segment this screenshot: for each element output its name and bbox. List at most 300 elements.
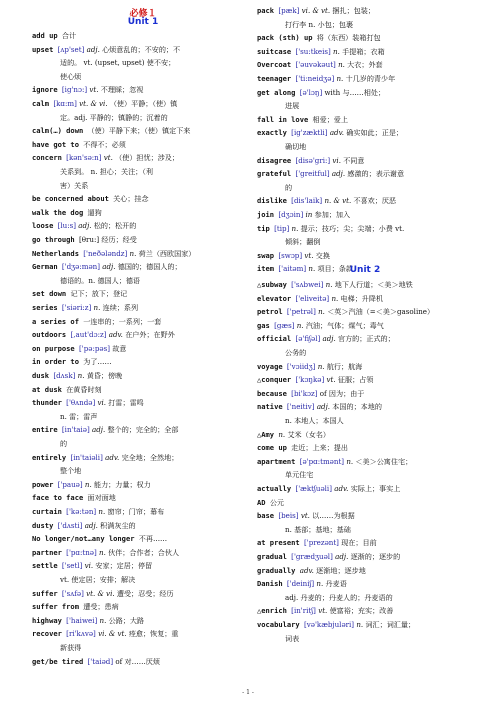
vocab-phonetic: ['kə:tən] xyxy=(66,507,99,516)
vocab-definition: 一连串的；一系列；一套 xyxy=(83,316,162,326)
vocab-phonetic: ['siəri:z] xyxy=(61,303,94,312)
vocab-phonetic: [ʌp'set] xyxy=(57,44,87,54)
vocab-part-of-speech: vt. & vi. xyxy=(86,588,117,598)
vocab-phonetic: ['sʌfə] xyxy=(61,588,87,598)
vocab-word: on purpose xyxy=(32,343,79,353)
vocab-phonetic: ['pə:pəs] xyxy=(78,343,113,353)
vocab-definition: 感激的；表示谢意 xyxy=(347,169,405,179)
vocab-entry xyxy=(32,657,160,666)
vocab-word: Netherlands xyxy=(32,248,84,258)
vocab-entry-continuation xyxy=(60,181,88,190)
vocab-part-of-speech: n. xyxy=(278,429,288,439)
vocab-entry xyxy=(32,480,151,489)
vocab-word: dusty xyxy=(32,520,58,530)
vocab-entry xyxy=(32,31,76,40)
vocab-definition: ＜英＞汽油（=＜美＞gasoline） xyxy=(327,307,435,317)
vocab-part-of-speech: adv. xyxy=(334,484,351,493)
vocab-definition: n. 本地人；本国人 xyxy=(285,416,344,425)
vocab-part-of-speech: adj. xyxy=(78,221,94,231)
vocab-word: entirely xyxy=(32,452,71,462)
vocab-definition: 窗帘；门帘；幕布 xyxy=(107,507,165,516)
vocab-phonetic: ['əuvəkəut] xyxy=(295,60,339,70)
vocab-definition: 不理睬；忽视 xyxy=(100,85,144,95)
vocab-definition: 害）关系 xyxy=(60,180,89,190)
vocab-entry xyxy=(257,389,364,398)
vocab-phonetic: ['aitəm] xyxy=(278,264,309,274)
vocab-entry xyxy=(32,317,161,326)
vocab-word: be concerned about xyxy=(32,194,114,204)
vocab-definition: 面对面地 xyxy=(87,493,116,503)
vocab-definition: （使）平静下来；（使）镇定下来 xyxy=(87,126,191,136)
vocab-part-of-speech: vt. xyxy=(326,375,338,385)
vocab-definition: 伙伴；合作者；合伙人 xyxy=(108,547,180,557)
vocab-definition: 单元住宅 xyxy=(285,470,314,480)
vocab-part-of-speech: adj. xyxy=(322,334,338,344)
vocab-phonetic: [ə'lɔŋ] xyxy=(299,87,325,97)
vocab-word: get along xyxy=(257,87,300,97)
vocab-definition: 公务的 xyxy=(285,348,307,357)
vocab-word: recover xyxy=(32,629,67,639)
vocab-part-of-speech: n. xyxy=(98,507,108,516)
vocab-part-of-speech: n. xyxy=(77,371,87,380)
vocab-entry-continuation xyxy=(60,439,67,448)
vocab-word: entire xyxy=(32,425,62,435)
vocab-definition: 地下人行道；＜美＞地铁 xyxy=(334,280,413,289)
vocab-part-of-speech: n. xyxy=(318,307,328,317)
vocab-definition: 进展 xyxy=(285,101,300,111)
vocab-entry xyxy=(257,362,362,371)
vocab-definition: 相爱；爱上 xyxy=(312,114,348,124)
vocab-definition: of 因为；由于 xyxy=(319,388,365,398)
vocab-word: teenager xyxy=(257,74,296,83)
vocab-phonetic: ['sʌbwei] xyxy=(291,280,326,289)
vocab-word: in order to xyxy=(32,357,84,367)
vocab-definition: 征服；占领 xyxy=(337,375,374,385)
vocab-part-of-speech: vt. xyxy=(103,153,116,163)
vocab-entry xyxy=(32,534,167,543)
vocab-entry xyxy=(32,616,144,625)
vocab-definition: 官方的；正式的； xyxy=(337,334,395,344)
vocab-word: △enrich xyxy=(257,606,292,616)
vocab-part-of-speech: vi. xyxy=(97,398,109,408)
vocab-definition: 词汇；词汇量； xyxy=(365,620,416,629)
vocab-entry xyxy=(257,128,403,137)
vocab-definition: with 与……相处； xyxy=(324,87,386,97)
vocab-phonetic: [dis'laik] xyxy=(291,196,325,206)
vocab-part-of-speech: n. xyxy=(308,264,318,274)
vocab-word: loose xyxy=(32,221,58,231)
vocab-entry xyxy=(32,249,195,258)
vocab-word: suffer xyxy=(32,588,62,598)
vocab-definition: 逐渐地；逐步地 xyxy=(316,565,366,575)
vocab-definition: 遭受；忍受；经历 xyxy=(116,588,174,598)
vocab-entry xyxy=(257,210,350,219)
vocab-definition: 大衣；外套 xyxy=(347,60,383,70)
vocab-definition: 使富裕；充实；改善 xyxy=(329,606,394,616)
vocab-phonetic: ['neðələndz] xyxy=(83,248,130,258)
vocab-word: item xyxy=(257,264,279,274)
vocab-definition: 以……为根据 xyxy=(312,511,355,521)
vocab-part-of-speech: n. xyxy=(99,615,109,625)
vocab-entry xyxy=(32,194,149,203)
vocab-part-of-speech: n. xyxy=(296,320,306,330)
vocab-entry xyxy=(257,224,404,233)
vocab-part-of-speech: n. xyxy=(84,479,94,489)
vocab-part-of-speech: adj. xyxy=(316,402,333,412)
vocab-entry xyxy=(257,375,373,384)
vocab-word: because xyxy=(257,388,292,398)
vocab-entry xyxy=(32,221,136,230)
vocab-phonetic: ['dʌsti] xyxy=(57,520,85,530)
vocab-word: AD xyxy=(257,497,270,507)
vocab-entry-continuation xyxy=(60,575,135,584)
vocab-definition: （使）担忧；涉及； xyxy=(115,153,179,163)
vocab-entry xyxy=(257,566,366,575)
vocab-entry-continuation xyxy=(285,634,299,643)
vocab-definition: 艾米（女名） xyxy=(287,429,331,439)
vocab-definition: 为了…… xyxy=(83,357,112,367)
vocab-entry xyxy=(257,443,348,452)
vocab-entry xyxy=(257,606,393,615)
vocab-entry xyxy=(257,115,348,124)
vocab-entry xyxy=(32,303,138,312)
vocab-definition: 德语的。n. 德国人；德语 xyxy=(60,275,141,285)
vocab-definition: 逐渐的；逐步的 xyxy=(350,552,401,561)
vocab-phonetic: ['kɔŋkə] xyxy=(295,375,327,385)
vocab-definition: 参加；加入 xyxy=(314,210,351,219)
vocab-definition: 十几岁的青少年 xyxy=(345,74,396,83)
vocab-word: a series of xyxy=(32,316,84,326)
vocab-word: partner xyxy=(32,547,67,557)
vocab-definition: 故意 xyxy=(112,343,127,353)
vocab-entry xyxy=(32,45,180,54)
vocab-definition: 实际上；事实上 xyxy=(350,484,401,493)
vocab-part-of-speech: n. xyxy=(291,223,301,233)
vocab-definition: ＜美＞公寓住宅； xyxy=(355,456,413,466)
vocab-definition: 的 xyxy=(285,182,293,192)
vocab-definition: 使心烦 xyxy=(60,71,82,81)
vocab-phonetic: ['ti:neidʒə] xyxy=(295,74,337,83)
vocab-definition: 遭受；患病 xyxy=(83,602,119,612)
vocab-phonetic: ['vɔiidʒ] xyxy=(286,361,318,371)
vocab-entry xyxy=(257,402,382,411)
vocab-part-of-speech: vi. xyxy=(84,561,96,571)
vocab-part-of-speech: n. xyxy=(333,46,343,56)
vocab-entry-continuation xyxy=(285,20,353,29)
vocab-word: upset xyxy=(32,44,58,54)
vocab-entry-continuation xyxy=(60,643,81,652)
vocab-entry xyxy=(257,196,396,205)
vocab-entry xyxy=(257,430,330,439)
vocab-definition: 捆扎；包装； xyxy=(332,6,375,15)
vocab-phonetic: ['dʒə:mən] xyxy=(61,262,103,272)
vocab-phonetic: ['pauə] xyxy=(57,479,85,489)
vocab-entry xyxy=(257,156,365,165)
vocab-entry xyxy=(257,620,415,629)
vocab-phonetic: ['su:tkeis] xyxy=(295,46,334,56)
vocab-entry xyxy=(32,99,177,108)
vocab-entry xyxy=(257,457,412,466)
vocab-word: exactly xyxy=(257,128,292,138)
vocab-word: disagree xyxy=(257,155,296,165)
vocab-definition: 积满灰尘的 xyxy=(100,520,136,530)
vocab-definition: 连续；系列 xyxy=(102,303,139,312)
vocab-part-of-speech: vt. xyxy=(304,250,316,260)
vocab-entry xyxy=(257,6,375,15)
vocab-entry xyxy=(32,589,174,598)
vocab-definition: 德国的；德国人的； xyxy=(117,262,182,272)
vocab-part-of-speech: n. xyxy=(331,293,341,303)
vocab-word: set down xyxy=(32,289,71,299)
vocab-phonetic: [in'taiəli] xyxy=(70,452,106,462)
vocab-phonetic: [ri'kʌvə] xyxy=(66,629,99,639)
vocab-word: join xyxy=(257,210,279,219)
vocab-word: calm xyxy=(32,99,54,108)
vocab-definition: 荷兰（西欧国家） xyxy=(138,248,196,258)
vocab-phonetic: [kən'sə:n] xyxy=(66,153,104,163)
page-number: - 1 - xyxy=(242,689,254,696)
vocab-part-of-speech: vt. xyxy=(318,606,330,616)
vocab-entry xyxy=(257,484,400,493)
vocab-entry xyxy=(257,498,284,507)
vocab-part-of-speech: n. & vt. xyxy=(324,196,354,206)
vocab-entry xyxy=(257,294,383,303)
vocab-entry-continuation xyxy=(60,113,168,122)
vocab-definition: 定。adj. 平静的；镇静的；沉着的 xyxy=(60,112,168,122)
vocab-part-of-speech: adv. xyxy=(108,330,126,340)
vocab-definition: 适的。 vt. (upset, upset) 使不安； xyxy=(60,58,176,68)
vocab-phonetic: ['grædʒuəl] xyxy=(291,552,336,561)
vocab-phonetic: ['prezənt] xyxy=(303,538,342,548)
vocab-entry xyxy=(257,321,384,330)
vocab-part-of-speech: vt. xyxy=(300,511,313,521)
unit-2-title: Unit 2 xyxy=(349,265,381,275)
vocab-definition: 的 xyxy=(60,439,68,448)
vocab-part-of-speech: vt. xyxy=(89,85,101,95)
vocab-word: at present xyxy=(257,538,304,548)
vocab-part-of-speech: n. xyxy=(356,620,366,629)
vocab-word: have got to xyxy=(32,139,84,149)
vocab-part-of-speech: adj. xyxy=(86,44,103,54)
vocab-word: base xyxy=(257,511,279,521)
vocab-phonetic: ['θʌndə] xyxy=(66,398,98,408)
vocab-phonetic: [bi'kɔz] xyxy=(291,388,320,398)
vocab-entry xyxy=(257,552,400,561)
vocab-entry xyxy=(257,579,347,588)
vocab-part-of-speech: adj. xyxy=(102,262,118,272)
vocab-phonetic: ['neitiv] xyxy=(286,402,317,412)
vocab-entry-continuation xyxy=(285,101,299,110)
vocab-definition: 公路；大路 xyxy=(108,615,145,625)
vocab-word: gas xyxy=(257,320,275,330)
vocab-phonetic: [dʌsk] xyxy=(53,371,78,380)
vocab-phonetic: ['eliveitə] xyxy=(295,293,332,303)
vocab-entry xyxy=(32,398,144,407)
vocab-phonetic: [beis] xyxy=(278,511,301,521)
vocab-word: swap xyxy=(257,250,279,260)
book-title: 必修１ xyxy=(129,9,157,19)
vocab-entry xyxy=(32,126,190,135)
vocab-definition: 公元 xyxy=(269,497,284,507)
vocab-entry xyxy=(32,344,126,353)
vocab-entry xyxy=(257,47,385,56)
vocab-entry xyxy=(32,153,179,162)
vocab-phonetic: [pæk] xyxy=(278,6,302,15)
vocab-definition: 在黄昏时刻 xyxy=(66,384,102,394)
vocab-definition: 项目；条款 xyxy=(317,264,353,274)
vocab-entry xyxy=(32,330,175,339)
vocab-part-of-speech: n. xyxy=(99,547,109,557)
vocab-definition: 完全地；全然地； xyxy=(121,452,179,462)
vocab-phonetic: [disə'gri:] xyxy=(295,155,333,165)
vocab-word: concern xyxy=(32,153,67,163)
vocab-word: voyage xyxy=(257,361,287,371)
vocab-definition: 提示；技巧；尖；尖端；小费 vt. xyxy=(300,223,405,233)
vocab-entry xyxy=(32,208,102,217)
vocab-entry-continuation xyxy=(285,183,292,192)
vocab-word: suitcase xyxy=(257,46,296,56)
vocab-definition: 打行李 n. 小包；包裹 xyxy=(285,19,354,29)
vocab-phonetic: [in'taiə] xyxy=(61,425,93,435)
vocab-phonetic: ['petrəl] xyxy=(286,307,319,317)
vocab-phonetic: [gæs] xyxy=(274,320,297,330)
vocab-entry xyxy=(32,507,164,516)
vocab-phonetic: [swɔp] xyxy=(278,250,305,260)
vocab-entry xyxy=(32,371,122,380)
vocab-definition: 黄昏；傍晚 xyxy=(86,371,123,380)
vocab-entry xyxy=(32,289,127,298)
vocab-phonetic: [ə'pɑ:tmənt] xyxy=(299,456,347,466)
vocab-part-of-speech: adj. xyxy=(331,169,348,179)
vocab-definition: 汽油；气体；煤气；毒气 xyxy=(305,320,384,330)
vocab-part-of-speech: adv. xyxy=(105,452,122,462)
vocab-phonetic: ['deiniʃ] xyxy=(286,579,317,589)
vocab-entry xyxy=(32,140,126,149)
vocab-phonetic: [tip] xyxy=(274,223,292,233)
vocab-entry-continuation xyxy=(285,470,313,479)
vocab-entry xyxy=(257,511,355,520)
vocab-word: actually xyxy=(257,484,296,493)
vocab-entry xyxy=(32,385,102,394)
vocab-entry xyxy=(32,235,137,244)
vocab-word: △Amy xyxy=(257,429,279,439)
vocab-word: pack xyxy=(257,6,279,15)
vocab-word: gradual xyxy=(257,552,292,561)
vocab-part-of-speech: n. xyxy=(93,303,103,312)
vocab-definition: 在户外；在野外 xyxy=(125,330,175,340)
vocab-word: German xyxy=(32,262,62,272)
vocab-phonetic: ['pɑ:tnə] xyxy=(66,547,100,557)
vocab-definition: 交换 xyxy=(315,250,330,260)
vocab-entry xyxy=(32,453,178,462)
vocab-word: fall in love xyxy=(257,114,313,124)
vocab-phonetic: [dʒɔin] xyxy=(278,210,306,219)
vocab-word: settle xyxy=(32,561,62,571)
vocab-definition: 心烦意乱的；不安的；不 xyxy=(102,44,181,54)
vocab-part-of-speech: adj. xyxy=(84,520,101,530)
vocab-definition: 关心；挂念 xyxy=(113,194,149,204)
vocab-word: gradually xyxy=(257,565,300,575)
vocab-definition: 记下；放下；登记 xyxy=(70,289,128,299)
vocab-entry-continuation xyxy=(60,72,81,81)
vocab-word: native xyxy=(257,402,287,412)
vocab-word: get/be tired xyxy=(32,656,88,666)
vocab-entry xyxy=(32,602,119,611)
vocab-phonetic: [ə'fiʃəl] xyxy=(295,334,323,344)
vocab-phonetic: [ig'zæktli] xyxy=(291,128,330,138)
vocab-definition: 松的；松开的 xyxy=(93,221,137,231)
vocab-definition: 确实如此；正是； xyxy=(346,128,404,138)
vocab-entry xyxy=(257,88,385,97)
vocab-phonetic: ['greitful] xyxy=(295,169,332,179)
vocab-word: Overcoat xyxy=(257,60,296,70)
vocab-entry xyxy=(32,629,178,638)
vocab-word: calm(…) down xyxy=(32,126,88,136)
vocab-word: walk the dog xyxy=(32,207,88,217)
vocab-word: official xyxy=(257,334,296,344)
vocab-word: Danish xyxy=(257,579,287,589)
vocab-word: grateful xyxy=(257,169,296,179)
vocab-word: dusk xyxy=(32,371,54,380)
vocab-entry-continuation xyxy=(60,58,175,67)
vocab-word: pack (sth) up xyxy=(257,33,317,43)
vocab-part-of-speech: adv. xyxy=(329,128,347,138)
vocab-entry xyxy=(257,334,395,343)
vocab-word: at dusk xyxy=(32,384,67,394)
vocab-definition: 不喜欢；厌恶 xyxy=(353,196,397,206)
vocab-word: ignore xyxy=(32,85,62,95)
vocab-definition: 词表 xyxy=(285,633,300,643)
vocab-entry xyxy=(32,357,112,366)
vocab-part-of-speech: in xyxy=(305,210,315,219)
vocab-definition: 整个地 xyxy=(60,466,82,476)
vocab-phonetic: [in'ritʃ] xyxy=(291,606,319,616)
vocab-entry xyxy=(257,251,330,260)
vocab-phonetic: [lu:s] xyxy=(57,221,79,231)
vocab-part-of-speech: adv. xyxy=(299,565,317,575)
vocab-word: highway xyxy=(32,615,67,625)
vocab-definition: 航行；航海 xyxy=(326,361,363,371)
vocab-definition: 不同意 xyxy=(343,155,365,165)
vocab-definition: 现在；目前 xyxy=(341,538,377,548)
vocab-word: tip xyxy=(257,223,275,233)
vocab-definition: 倾斜；翻倒 xyxy=(285,237,321,247)
vocab-phonetic: ['taiəd] xyxy=(87,656,116,666)
vocab-word: add up xyxy=(32,31,62,40)
vocab-part-of-speech: n. xyxy=(316,579,326,589)
vocab-entry xyxy=(257,538,377,547)
vocab-entry xyxy=(257,307,434,316)
vocab-definition: n. 雷；雷声 xyxy=(60,411,98,421)
vocab-definition: [θru:] 经历；经受 xyxy=(78,235,137,244)
vocab-word: △subway xyxy=(257,280,292,289)
vocab-entry xyxy=(32,548,179,557)
vocab-part-of-speech: vi. & vt. xyxy=(98,629,129,639)
vocab-part-of-speech: n. xyxy=(325,280,335,289)
vocab-entry xyxy=(257,280,413,289)
vocab-word: vocabulary xyxy=(257,620,304,629)
vocab-definition: 痊愈；恢复；重 xyxy=(128,629,179,639)
vocab-phonetic: [kɑ:m] xyxy=(53,99,80,108)
vocab-entry-continuation xyxy=(285,593,393,602)
vocab-entry xyxy=(32,561,152,570)
vocab-definition: of 对……厌烦 xyxy=(115,656,160,666)
vocab-phonetic: ['æktʃuəli] xyxy=(295,484,335,493)
vocab-entry-continuation xyxy=(285,525,351,534)
vocab-word: power xyxy=(32,479,58,489)
vocab-definition: 关系到。 n. 担心；关注；（利 xyxy=(60,167,153,176)
vocab-definition: 遛狗 xyxy=(87,207,102,217)
